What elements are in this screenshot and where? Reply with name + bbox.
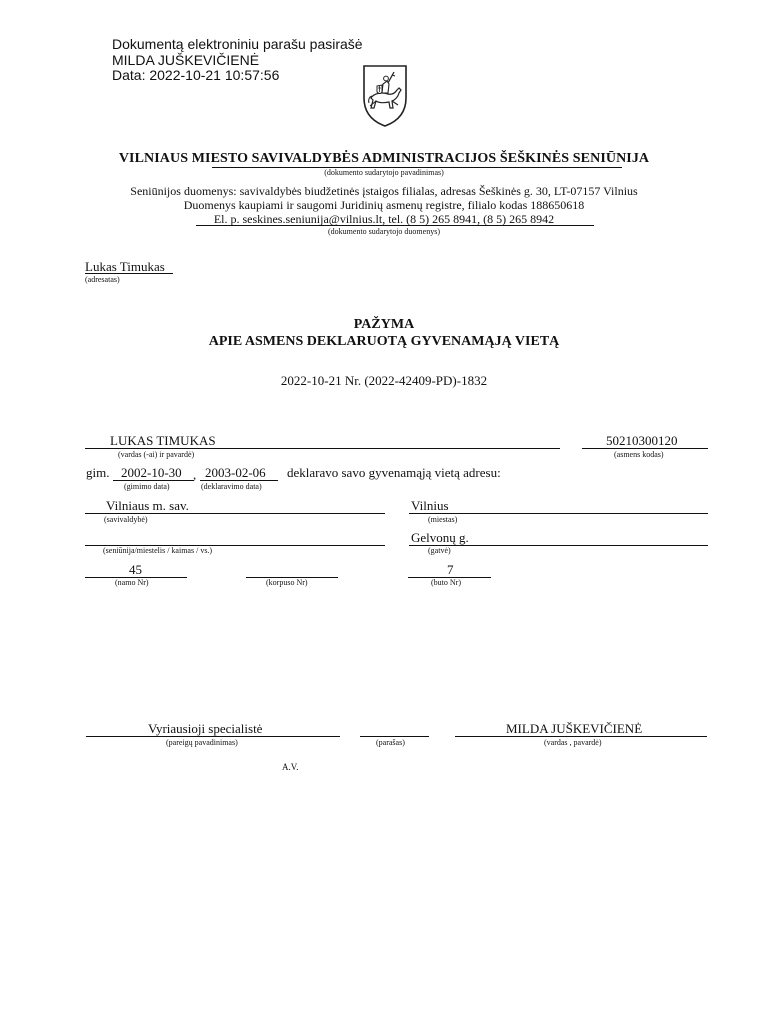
document-title-line1: PAŽYMA bbox=[353, 317, 415, 332]
city-value: Vilnius bbox=[411, 498, 449, 513]
city-caption: (miestas) bbox=[428, 515, 458, 524]
institution-details-underline bbox=[196, 225, 594, 226]
house-number-caption: (namo Nr) bbox=[115, 578, 149, 587]
signatory-name: MILDA JUŠKEVIČIENĖ bbox=[506, 721, 643, 736]
date-separator: , bbox=[193, 467, 197, 482]
flat-number-value: 7 bbox=[447, 562, 454, 577]
personal-code: 50210300120 bbox=[606, 433, 678, 448]
street-underline bbox=[409, 545, 708, 546]
declaration-date-caption: (deklaravimo data) bbox=[201, 482, 262, 491]
declared-text: deklaravo savo gyvenamąją vietą adresu: bbox=[287, 465, 501, 480]
municipality-caption: (savivaldybė) bbox=[104, 515, 148, 524]
signature-underline bbox=[360, 736, 429, 737]
institution-details-line3: El. p. seskines.seniunija@vilnius.lt, tel. (8 5) 265 8941, (8 5) 265 8942 bbox=[213, 212, 555, 226]
e-signature-block bbox=[112, 37, 363, 84]
institution-details-line2: Duomenys kaupiami ir saugomi Juridinių asmenų registre, filialo kodas 188650618 bbox=[183, 198, 585, 212]
personal-code-underline bbox=[582, 448, 708, 449]
city-underline bbox=[409, 513, 708, 514]
street-caption: (gatvė) bbox=[428, 546, 451, 555]
document-title bbox=[0, 316, 768, 350]
municipality-underline bbox=[85, 513, 385, 514]
declaration-date: 2003-02-06 bbox=[205, 465, 266, 480]
institution-name-caption: (dokumento sudarytojo pavadinimas) bbox=[324, 168, 444, 177]
municipality-value: Vilniaus m. sav. bbox=[106, 498, 189, 513]
signatory-name-caption: (vardas , pavardė) bbox=[544, 738, 602, 747]
street-value: Gelvonų g. bbox=[411, 530, 469, 545]
building-number-caption: (korpuso Nr) bbox=[266, 578, 308, 587]
stamp-place: A.V. bbox=[282, 762, 299, 772]
birth-date-underline bbox=[113, 480, 194, 481]
position-underline bbox=[86, 736, 340, 737]
birth-date-caption: (gimimo data) bbox=[124, 482, 170, 491]
document-number: 2022-10-21 Nr. (2022-42409-PD)-1832 bbox=[280, 373, 488, 388]
declaration-date-underline bbox=[200, 480, 278, 481]
document-title-line2: APIE ASMENS DEKLARUOTĄ GYVENAMĄJĄ VIETĄ bbox=[208, 334, 560, 349]
institution-details-line1: Seniūnijos duomenys: savivaldybės biudžetinės įstaigos filialas, adresas Šeškinės g. 30, LT-07157 Vilnius bbox=[130, 184, 638, 198]
addressee-caption: (adresatas) bbox=[85, 275, 120, 284]
signatory-name-underline bbox=[455, 736, 707, 737]
institution-details-caption: (dokumento sudarytojo duomenys) bbox=[328, 227, 440, 236]
institution-name: VILNIAUS MIESTO SAVIVALDYBĖS ADMINISTRACIJOS ŠEŠKINĖS SENIŪNIJA bbox=[118, 151, 650, 166]
full-name-underline bbox=[85, 448, 560, 449]
signatory-position: Vyriausioji specialistė bbox=[148, 721, 263, 736]
birth-date: 2002-10-30 bbox=[121, 465, 182, 480]
person-full-name: LUKAS TIMUKAS bbox=[110, 433, 216, 448]
born-label: gim. bbox=[86, 465, 110, 480]
e-signature-signer: MILDA JUŠKEVIČIENĖ bbox=[112, 51, 260, 68]
personal-code-caption: (asmens kodas) bbox=[614, 450, 664, 459]
signature-caption: (parašas) bbox=[376, 738, 405, 747]
vytis-coat-of-arms-icon bbox=[362, 64, 408, 128]
flat-number-caption: (buto Nr) bbox=[431, 578, 461, 587]
addressee-name: Lukas Timukas bbox=[85, 259, 165, 274]
e-signature-line: Dokumentą elektroniniu parašu pasirašė bbox=[112, 36, 363, 52]
addressee-underline bbox=[85, 273, 173, 274]
position-caption: (pareigų pavadinimas) bbox=[166, 738, 238, 747]
e-signature-date: Data: 2022-10-21 10:57:56 bbox=[112, 67, 280, 83]
full-name-caption: (vardas (-ai) ir pavardė) bbox=[118, 450, 195, 459]
eldership-caption: (seniūnija/miestelis / kaimas / vs.) bbox=[103, 546, 213, 555]
house-number-value: 45 bbox=[129, 562, 142, 577]
